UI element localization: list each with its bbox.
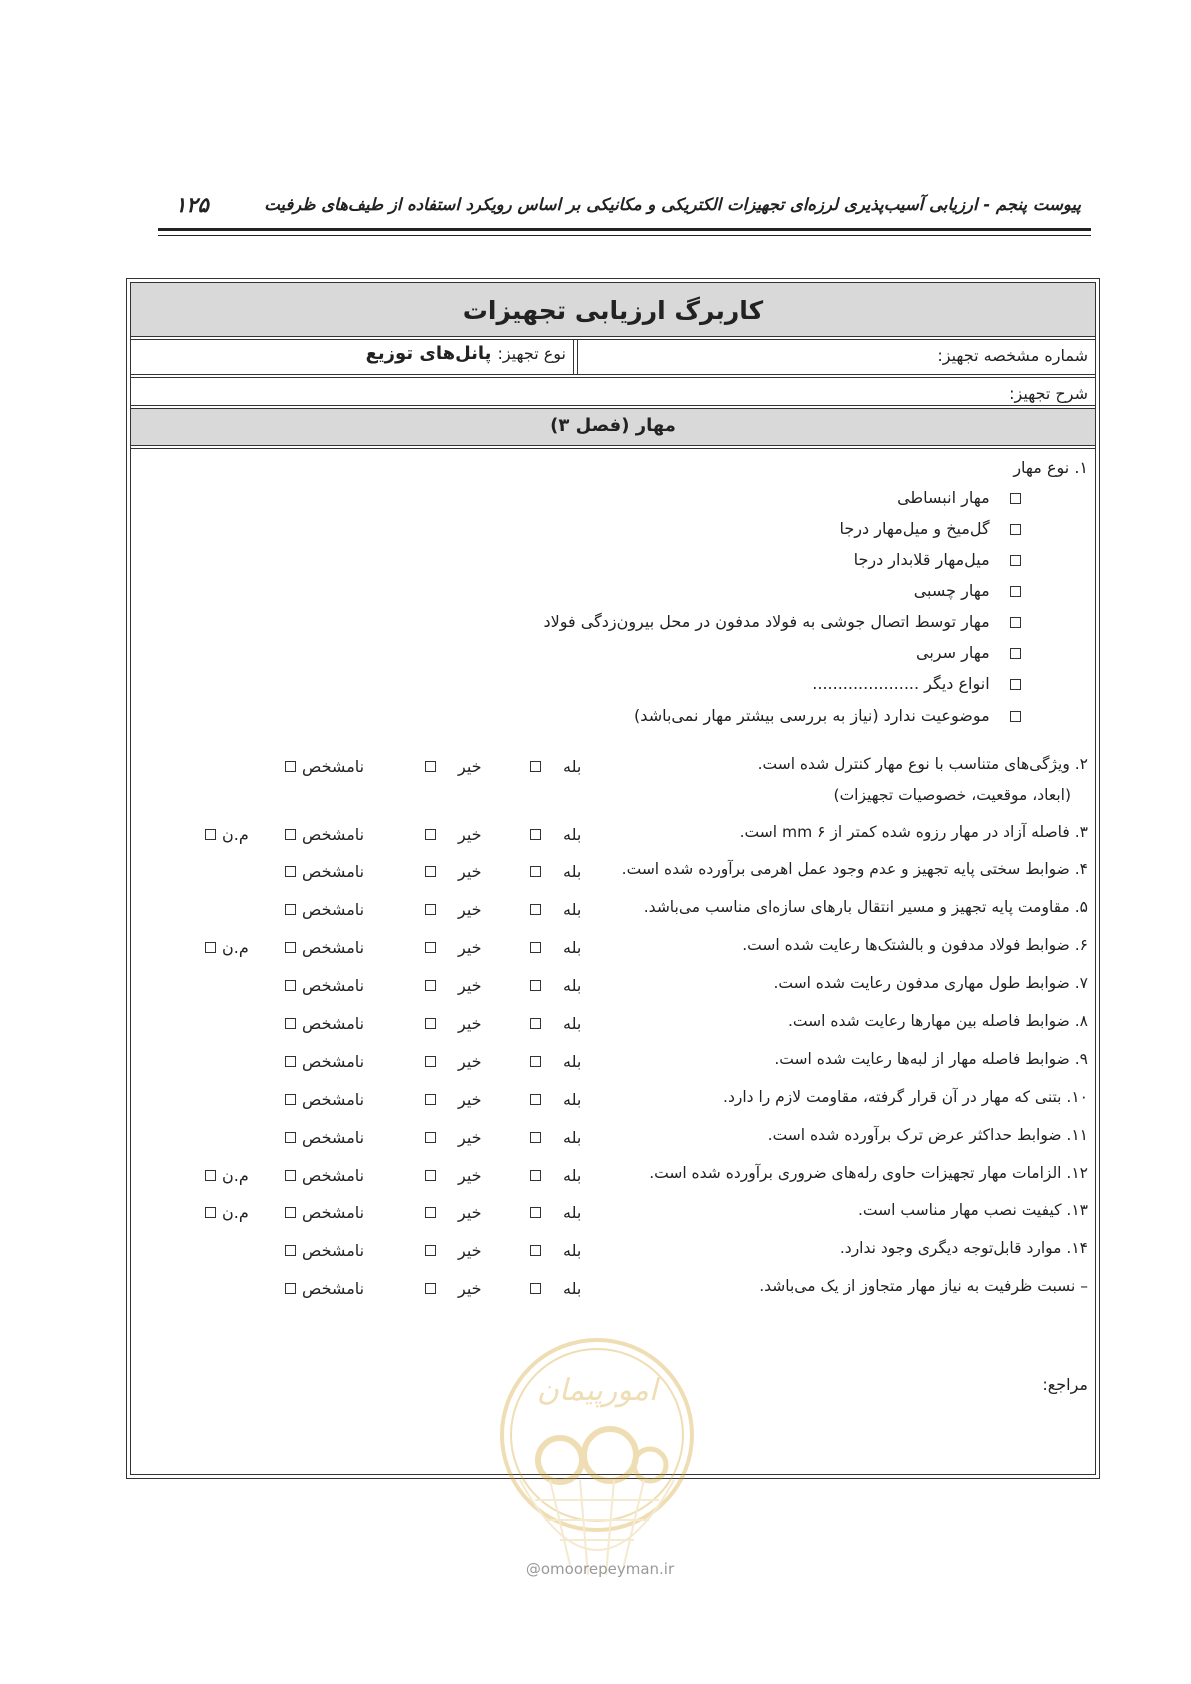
answer-unknown[interactable] [285,1052,364,1071]
answer-yes[interactable] [530,976,581,995]
question-text: ۶. ضوابط فولاد مدفون و بالشتک‌ها رعایت شده است. [742,936,1088,954]
answer-no-label: خیر [458,1241,482,1260]
anchor-option[interactable]: مهار توسط اتصال جوشی به فولاد مدفون در محل بیرون‌زدگی فولاد [544,612,1021,631]
answer-unknown[interactable] [285,862,364,881]
divider [130,377,1096,378]
answer-no[interactable] [425,1014,482,1033]
answer-yes-label: بله [563,1014,582,1033]
header-rule-thin [158,235,1091,236]
checkbox[interactable] [1010,711,1021,722]
checkbox[interactable] [285,1283,296,1294]
checkbox[interactable] [425,1018,436,1029]
answer-not-applicable[interactable] [205,938,249,957]
form-inner-border [130,282,1096,1475]
checkbox[interactable] [425,904,436,915]
checkbox[interactable] [530,1132,541,1143]
answer-no-label: خیر [458,1166,482,1185]
answer-unknown-label: نامشخص [302,825,365,844]
answer-no-label: خیر [458,900,482,919]
equipment-description-label: شرح تجهیز: [1009,384,1088,403]
header-rule [158,228,1091,231]
answer-unknown-label: نامشخص [302,900,365,919]
form-title: کاربرگ ارزیابی تجهیزات [462,296,764,325]
checkbox[interactable] [530,761,541,772]
row-divider [577,339,578,374]
checkbox[interactable] [205,829,216,840]
checkbox[interactable] [425,1094,436,1105]
answer-no[interactable] [425,757,482,776]
anchor-option[interactable]: مهار انبساطی [897,488,1021,507]
answer-no-label: خیر [458,862,482,881]
checkbox[interactable] [285,1170,296,1181]
checkbox[interactable] [285,1245,296,1256]
anchor-type-heading: ۱. نوع مهار [1013,458,1088,477]
divider [130,448,1096,449]
running-header-title: پیوست پنجم - ارزیابی آسیب‌پذیری لرزه‌ای تجهیزات الکتریکی و مکانیکی بر اساس رویکرد استفاده از طیف‌های ظرفیت [264,195,1081,214]
watermark-logo-text: امورپیمان [536,1373,658,1408]
question-subtext: (ابعاد، موقعیت، خصوصیات تجهیزات) [833,786,1071,804]
section-title: مهار (فصل ۳) [550,415,676,436]
checkbox[interactable] [530,866,541,877]
answer-yes-label: بله [563,1128,582,1147]
answer-unknown[interactable] [285,1090,364,1109]
checkbox[interactable] [285,829,296,840]
checkbox[interactable] [530,1207,541,1218]
answer-unknown[interactable] [285,825,364,844]
anchor-type-options [321,488,1021,738]
answer-yes[interactable] [530,1052,581,1071]
checkbox[interactable] [205,1207,216,1218]
checkbox[interactable] [530,1056,541,1067]
checkbox[interactable] [425,942,436,953]
checkbox[interactable] [285,1018,296,1029]
answer-yes[interactable] [530,1090,581,1109]
answer-unknown-label: نامشخص [302,1279,365,1298]
equipment-type-label: نوع تجهیز: [497,344,566,363]
question-text: ۲. ویژگی‌های متناسب با نوع مهار کنترل شده است. [757,755,1088,773]
checkbox[interactable] [425,761,436,772]
checkbox[interactable] [425,829,436,840]
answer-unknown[interactable] [285,757,364,776]
answer-unknown[interactable] [285,1203,364,1222]
checkbox[interactable] [425,1283,436,1294]
checkbox[interactable] [425,980,436,991]
checkbox[interactable] [285,1056,296,1067]
answer-no-label: خیر [458,1128,482,1147]
checkbox[interactable] [1010,555,1021,566]
question-text: ۱۰. بتنی که مهار در آن قرار گرفته، مقاومت لازم را دارد. [723,1088,1088,1106]
anchor-option[interactable]: میل‌مهار قلابدار درجا [854,550,1021,569]
answer-no-label: خیر [458,1090,482,1109]
answer-no[interactable] [425,900,482,919]
answer-yes-label: بله [563,900,582,919]
answer-yes-label: بله [563,825,582,844]
answer-not-applicable-label: م.ن [222,1203,249,1222]
checkbox[interactable] [425,1207,436,1218]
question-text: ۷. ضوابط طول مهاری مدفون رعایت شده است. [773,974,1088,992]
anchor-option[interactable]: انواع دیگر ..................... [812,674,1021,693]
answer-yes[interactable] [530,1279,581,1298]
checkbox[interactable] [425,866,436,877]
checkbox[interactable] [530,1283,541,1294]
answer-no[interactable] [425,1052,482,1071]
answer-no[interactable] [425,976,482,995]
answer-yes-label: بله [563,1203,582,1222]
answer-yes-label: بله [563,1241,582,1260]
answer-unknown-label: نامشخص [302,1203,365,1222]
checkbox[interactable] [285,942,296,953]
answer-not-applicable[interactable] [205,1166,249,1185]
answer-unknown-label: نامشخص [302,1052,365,1071]
checkbox[interactable] [1010,493,1021,504]
question-text: ۱۳. کیفیت نصب مهار مناسب است. [858,1201,1088,1219]
references-label: مراجع: [1042,1375,1088,1394]
answer-yes[interactable] [530,1166,581,1185]
answer-no[interactable] [425,1203,482,1222]
answer-not-applicable-label: م.ن [222,938,249,957]
answer-no[interactable] [425,1128,482,1147]
checkbox[interactable] [285,1094,296,1105]
answer-unknown-label: نامشخص [302,938,365,957]
answer-unknown[interactable] [285,1241,364,1260]
anchor-option[interactable]: گل‌میخ و میل‌مهار درجا [840,519,1021,538]
answer-unknown-label: نامشخص [302,1128,365,1147]
answer-unknown[interactable] [285,1014,364,1033]
answer-yes[interactable] [530,1241,581,1260]
answer-unknown-label: نامشخص [302,1241,365,1260]
question-text: ۱۲. الزامات مهار تجهیزات حاوی رله‌های ضروری برآورده شده است. [649,1164,1088,1182]
divider [130,336,1096,337]
anchor-option[interactable]: موضوعیت ندارد (نیاز به بررسی بیشتر مهار نمی‌باشد) [634,706,1021,725]
checkbox[interactable] [285,980,296,991]
divider [130,374,1096,375]
answer-yes[interactable] [530,1203,581,1222]
answer-no-label: خیر [458,1279,482,1298]
checkbox[interactable] [1010,648,1021,659]
checkbox[interactable] [425,1170,436,1181]
answer-no-label: خیر [458,938,482,957]
answer-no[interactable] [425,825,482,844]
answer-yes[interactable] [530,862,581,881]
checkbox[interactable] [1010,586,1021,597]
answer-no[interactable] [425,1241,482,1260]
answer-unknown[interactable] [285,976,364,995]
checkbox[interactable] [530,942,541,953]
answer-not-applicable-label: م.ن [222,825,249,844]
page-number: ۱۲۵ [175,193,209,217]
answer-not-applicable[interactable] [205,1203,249,1222]
question-text: – نسبت ظرفیت به نیاز مهار متجاوز از یک می‌باشد. [759,1277,1088,1295]
answer-no[interactable] [425,938,482,957]
equipment-type-field [366,343,566,364]
anchor-option[interactable]: مهار سربی [916,643,1021,662]
checkbox[interactable] [425,1245,436,1256]
checkbox[interactable] [530,829,541,840]
checkbox[interactable] [1010,524,1021,535]
answer-no-label: خیر [458,976,482,995]
answer-no[interactable] [425,1090,482,1109]
answer-yes[interactable] [530,938,581,957]
checkbox[interactable] [285,1207,296,1218]
checkbox[interactable] [285,1132,296,1143]
checkbox[interactable] [1010,679,1021,690]
divider [130,339,1096,340]
question-text: ۹. ضوابط فاصله مهار از لبه‌ها رعایت شده است. [774,1050,1088,1068]
row-divider [573,339,574,374]
answer-no[interactable] [425,1279,482,1298]
answer-unknown[interactable] [285,1166,364,1185]
answer-yes[interactable] [530,1128,581,1147]
answer-unknown-label: نامشخص [302,1166,365,1185]
checkbox[interactable] [425,1056,436,1067]
checkbox[interactable] [205,1170,216,1181]
checkbox[interactable] [530,1245,541,1256]
answer-yes-label: بله [563,1052,582,1071]
answer-unknown[interactable] [285,938,364,957]
checkbox[interactable] [425,1132,436,1143]
checkbox[interactable] [1010,617,1021,628]
answer-unknown[interactable] [285,900,364,919]
checkbox[interactable] [530,1018,541,1029]
answer-yes-label: بله [563,757,582,776]
answer-not-applicable[interactable] [205,825,249,844]
answer-unknown[interactable] [285,1279,364,1298]
divider [130,445,1096,446]
answer-yes-label: بله [563,1090,582,1109]
answer-unknown[interactable] [285,1128,364,1147]
equipment-type-value: پانل‌های توزیع [365,343,492,364]
anchor-option[interactable]: مهار چسبی [914,581,1021,600]
answer-not-applicable-label: م.ن [222,1166,249,1185]
answer-unknown-label: نامشخص [302,757,365,776]
answer-yes-label: بله [563,976,582,995]
answer-yes-label: بله [563,1279,582,1298]
answer-yes[interactable] [530,900,581,919]
answer-yes-label: بله [563,938,582,957]
question-text: ۴. ضوابط سختی پایه تجهیز و عدم وجود عمل اهرمی برآورده شده است. [621,860,1088,878]
answer-no[interactable] [425,1166,482,1185]
question-text: ۸. ضوابط فاصله بین مهارها رعایت شده است. [788,1012,1088,1030]
question-text: ۵. مقاومت پایه تجهیز و مسیر انتقال بارهای سازه‌ای مناسب می‌باشد. [643,898,1088,916]
equipment-id-label: شماره مشخصه تجهیز: [937,346,1088,365]
checkbox[interactable] [530,980,541,991]
checkbox[interactable] [285,866,296,877]
question-text: ۱۴. موارد قابل‌توجه دیگری وجود ندارد. [839,1239,1088,1257]
answer-yes[interactable] [530,1014,581,1033]
checkbox[interactable] [285,761,296,772]
answer-no-label: خیر [458,1014,482,1033]
checkbox[interactable] [530,1094,541,1105]
answer-no-label: خیر [458,1052,482,1071]
answer-yes[interactable] [530,825,581,844]
answer-yes-label: بله [563,862,582,881]
checkbox[interactable] [530,904,541,915]
answer-yes-label: بله [563,1166,582,1185]
answer-unknown-label: نامشخص [302,976,365,995]
answer-no[interactable] [425,862,482,881]
checkbox[interactable] [205,942,216,953]
checkbox[interactable] [530,1170,541,1181]
answer-unknown-label: نامشخص [302,1090,365,1109]
answer-unknown-label: نامشخص [302,862,365,881]
checkbox[interactable] [285,904,296,915]
question-text: ۳. فاصله آزاد در مهار رزوه شده کمتر از ۶ mm است. [739,823,1088,841]
watermark-site-text: @omoorepeyman.ir [525,1560,675,1578]
answer-no-label: خیر [458,825,482,844]
answer-no-label: خیر [458,1203,482,1222]
answer-no-label: خیر [458,757,482,776]
question-text: ۱۱. ضوابط حداکثر عرض ترک برآورده شده است. [767,1126,1088,1144]
answer-unknown-label: نامشخص [302,1014,365,1033]
divider [130,405,1096,406]
answer-yes[interactable] [530,757,581,776]
